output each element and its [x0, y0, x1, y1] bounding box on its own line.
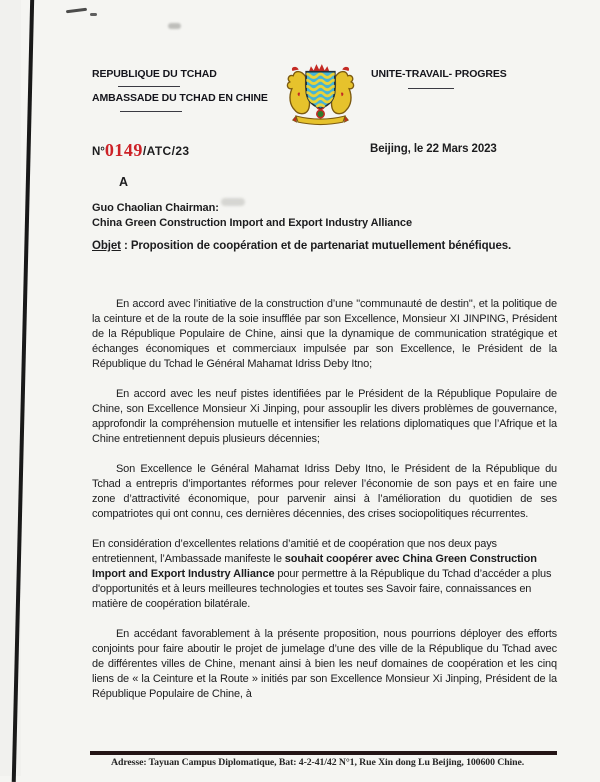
- divider: [118, 86, 180, 87]
- body-paragraph-2: En accord avec les neuf pistes identifiées par le Président de la République Populaire de Chine, son Excellence Monsieur Xi Jinping, pour assouplir les divers problèmes de gouvernance, approfondir la compréhension mutuelle et intensifier les relations diplomatiques que l’Afrique et la Chine entretiennent depuis plusieurs décennies;: [92, 388, 557, 445]
- coat-of-arms-icon: [283, 61, 358, 131]
- scan-artifact: [168, 23, 181, 29]
- motto-block: [371, 68, 507, 89]
- scan-artifact: [66, 8, 87, 14]
- body-paragraph-4: [92, 537, 557, 612]
- dateline: Beijing, le 22 Mars 2023: [370, 143, 497, 155]
- recipient-name: Guo Chaolian Chairman:: [92, 202, 219, 214]
- subject-text: Proposition de coopération et de partenariat mutuellement bénéfiques.: [130, 240, 512, 252]
- recipient-block: [92, 201, 412, 230]
- body-paragraph-3: Son Excellence le Général Mahamat Idriss Deby Itno, le Président de la République du Tchad a entrepris d’importantes réformes pour relever l’économie de son pays et en faire une zone d’attractivité économique, pour parvenir ainsi à l’amélioration du quotidien de ses compatriotes qui ont connu, ces dernières décennies, des crises sociopolitiques récurrentes.: [92, 463, 557, 520]
- subject-separator: :: [120, 240, 131, 252]
- footer-address: Adresse: Tayuan Campus Diplomatique, Bat: 4-2-41/42 N°1, Rue Xin dong Lu Beijing, 100600 Chine.: [111, 757, 525, 768]
- body-paragraph-5: En accédant favorablement à la présente proposition, nous pourrions déployer des efforts conjoints pour faire aboutir le projet de jumelage d’une des ville de la République du Tchad avec de différentes villes de Chine, menant ainsi à bien les neuf domaines de coopération et les cinq liens de « la Ceinture et la Route » initiés par son Excellence Monsieur Xi Jinping, Président de la République Populaire de Chine, à: [92, 628, 557, 700]
- republic-title: REPUBLIQUE DU TCHAD: [92, 68, 217, 80]
- recipient-marker: A: [119, 175, 129, 189]
- embassy-title: AMBASSADE DU TCHAD EN CHINE: [92, 92, 268, 104]
- footer-rule: [90, 751, 557, 755]
- reference-digits: 0149: [104, 140, 143, 160]
- paragraph-4-text: pour permettre à la République du Tchad d’accéder a plus d'opportunités et à leurs meilleures technologies et toutes ses Savoir faire, connaissances en matière de coopération bilatérale.: [92, 568, 552, 610]
- divider: [408, 88, 454, 89]
- subject-line: [92, 239, 520, 254]
- reference-prefix: N°: [92, 146, 105, 158]
- paragraph-4-text: En considération d’excellentes relations d’amitié et de coopération que nos deux pays entretiennent, l’Ambassade manifeste le: [92, 538, 497, 565]
- reference-suffix: /ATC/23: [142, 144, 190, 158]
- recipient-organization: China Green Construction Import and Export Industry Alliance: [92, 216, 412, 229]
- letter-body: [92, 297, 557, 717]
- body-paragraph-1: En accord avec l’initiative de la construction d’une "communauté de destin", et la politique de la ceinture et de la route de la soie insufflée par son Excellence, Monsieur XI JINPING, Président de la République Populaire de Chine, ainsi que la dynamique de communication stratégique et échanges économiques et commerciaux impulsée par son Excellence, le Président de la République du Tchad le Général Mahamat Idriss Deby Itno;: [92, 298, 557, 370]
- divider: [120, 111, 182, 112]
- scan-artifact: [90, 13, 97, 16]
- motto-text: UNITE-TRAVAIL- PROGRES: [371, 68, 507, 80]
- letterhead-left: [92, 68, 268, 112]
- subject-label: Objet: [92, 240, 121, 252]
- reference-number: [92, 139, 190, 160]
- paragraph-4-bold-text: souhait coopérer avec China Green Construction Import and Export Industry Alliance: [92, 553, 537, 580]
